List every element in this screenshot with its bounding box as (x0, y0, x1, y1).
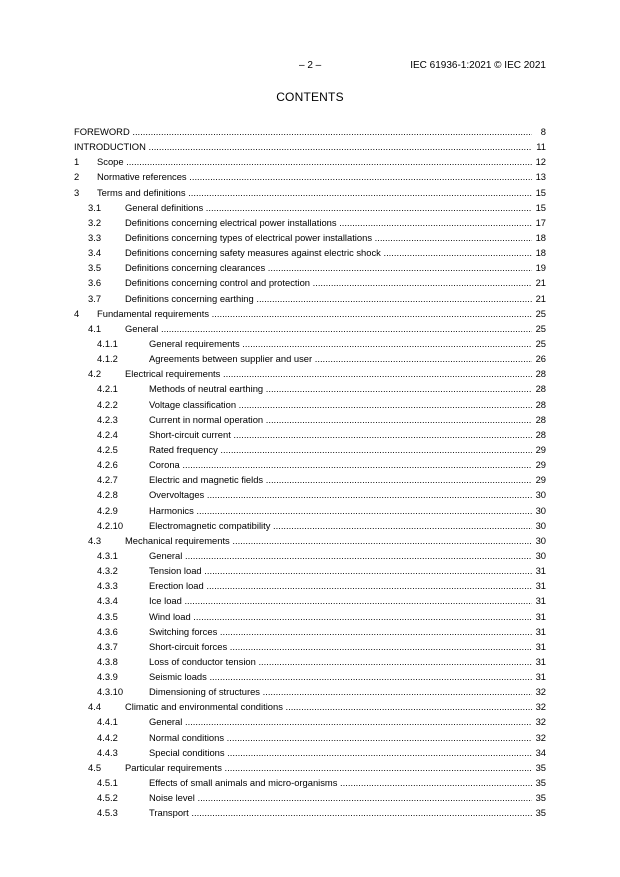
toc-entry-title: Electric and magnetic fields ..... (149, 472, 532, 487)
toc-entry-page: 28 (532, 427, 546, 442)
toc-entry-title: Noise level ..... (149, 790, 532, 805)
toc-entry[interactable] (74, 487, 546, 502)
toc-entry-title: Short-circuit current ..... (149, 427, 532, 442)
toc-entry-title: Wind load ..... (149, 609, 532, 624)
toc-entry-title: Current in normal operation ..... (149, 412, 532, 427)
toc-entry[interactable] (74, 548, 546, 563)
toc-entry-number: 4.3.2 (97, 563, 118, 578)
toc-entry[interactable] (74, 684, 546, 699)
toc-entry-number: 4.3 (88, 533, 101, 548)
toc-entry-page: 15 (532, 200, 546, 215)
toc-entry-number: 4.1.2 (97, 351, 118, 366)
toc-entry-title: Definitions concerning electrical power installations ..... (125, 215, 532, 230)
toc-entry[interactable] (74, 805, 546, 820)
toc-entry-page: 21 (532, 291, 546, 306)
toc-entry[interactable] (74, 230, 546, 245)
toc-entry-number: 3.1 (88, 200, 101, 215)
toc-entry[interactable] (74, 427, 546, 442)
toc-entry[interactable] (74, 457, 546, 472)
toc-entry[interactable] (74, 412, 546, 427)
toc-entry-title: Normative references ..... (97, 169, 532, 184)
toc-entry-page: 29 (532, 457, 546, 472)
toc-entry-page: 31 (532, 578, 546, 593)
toc-entry-number: 4.3.4 (97, 593, 118, 608)
toc-entry-number: 3.2 (88, 215, 101, 230)
page-header (74, 60, 546, 74)
toc-entry-number: 4.2.8 (97, 487, 118, 502)
toc-entry[interactable] (74, 381, 546, 396)
toc-entry-title: Seismic loads ..... (149, 669, 532, 684)
toc-entry-title: Definitions concerning earthing ..... (125, 291, 532, 306)
toc-entry-title: General ..... (149, 714, 532, 729)
toc-entry[interactable] (74, 472, 546, 487)
toc-entry[interactable] (74, 336, 546, 351)
toc-entry-title: FOREWORD ..... (74, 124, 532, 139)
toc-entry-page: 35 (532, 805, 546, 820)
toc-entry-page: 31 (532, 639, 546, 654)
toc-entry-number: 4.4.1 (97, 714, 118, 729)
toc-entry-number: 4.4 (88, 699, 101, 714)
toc-entry-page: 30 (532, 487, 546, 502)
toc-entry-page: 12 (532, 154, 546, 169)
toc-entry-number: 4.2.5 (97, 442, 118, 457)
toc-entry-number: 4.2.7 (97, 472, 118, 487)
toc-entry-page: 31 (532, 669, 546, 684)
toc-entry-title: Definitions concerning safety measures against electric shock ..... (125, 245, 532, 260)
toc-entry[interactable] (74, 790, 546, 805)
toc-entry-title: General definitions ..... (125, 200, 532, 215)
toc-entry-title: Rated frequency ..... (149, 442, 532, 457)
toc-entry-number: 4 (74, 306, 79, 321)
toc-entry[interactable] (74, 124, 546, 139)
toc-entry-title: Corona ..... (149, 457, 532, 472)
toc-entry-page: 11 (532, 139, 546, 154)
toc-entry-number: 4.1 (88, 321, 101, 336)
toc-entry[interactable] (74, 760, 546, 775)
toc-entry-number: 4.3.8 (97, 654, 118, 669)
toc-entry-page: 31 (532, 654, 546, 669)
toc-entry-page: 30 (532, 548, 546, 563)
toc-entry-title: Particular requirements ..... (125, 760, 532, 775)
toc-entry-title: Erection load ..... (149, 578, 532, 593)
toc-entry-number: 4.5.2 (97, 790, 118, 805)
toc-entry-page: 32 (532, 699, 546, 714)
toc-entry-number: 4.2.4 (97, 427, 118, 442)
toc-entry[interactable] (74, 275, 546, 290)
toc-entry[interactable] (74, 533, 546, 548)
toc-entry-page: 35 (532, 760, 546, 775)
toc-entry-title: Tension load ..... (149, 563, 532, 578)
toc-entry[interactable] (74, 563, 546, 578)
toc-entry-number: 4.4.3 (97, 745, 118, 760)
toc-entry-page: 29 (532, 472, 546, 487)
toc-entry-title: Special conditions ..... (149, 745, 532, 760)
toc-entry-title: Voltage classification ..... (149, 397, 532, 412)
toc-entry-page: 25 (532, 321, 546, 336)
toc-entry[interactable] (74, 714, 546, 729)
toc-entry[interactable] (74, 730, 546, 745)
toc-entry-title: Switching forces ..... (149, 624, 532, 639)
toc-entry[interactable] (74, 291, 546, 306)
toc-entry-title: Dimensioning of structures ..... (149, 684, 532, 699)
toc-entry-title: General ..... (125, 321, 532, 336)
toc-entry-page: 30 (532, 503, 546, 518)
toc-entry-number: 3.6 (88, 275, 101, 290)
toc-entry-number: 4.3.7 (97, 639, 118, 654)
toc-entry-page: 35 (532, 790, 546, 805)
toc-entry-page: 30 (532, 518, 546, 533)
toc-entry-title: Methods of neutral earthing ..... (149, 381, 532, 396)
toc-entry[interactable] (74, 321, 546, 336)
toc-entry-page: 28 (532, 366, 546, 381)
toc-entry-title: Short-circuit forces ..... (149, 639, 532, 654)
toc-entry-page: 19 (532, 260, 546, 275)
toc-entry-number: 3 (74, 185, 79, 200)
toc-entry-page: 32 (532, 684, 546, 699)
page-title: CONTENTS (276, 90, 344, 104)
document-id: IEC 61936-1:2021 © IEC 2021 (410, 60, 546, 71)
toc-entry-number: 4.1.1 (97, 336, 118, 351)
toc-entry-number: 4.3.6 (97, 624, 118, 639)
toc-entry[interactable] (74, 624, 546, 639)
toc-entry-title: General ..... (149, 548, 532, 563)
toc-entry-page: 25 (532, 306, 546, 321)
toc-entry-page: 35 (532, 775, 546, 790)
toc-entry-title: General requirements ..... (149, 336, 532, 351)
toc-entry[interactable] (74, 745, 546, 760)
toc-entry-title: Definitions concerning control and protection ..... (125, 275, 532, 290)
toc-entry-number: 4.5 (88, 760, 101, 775)
toc-entry-number: 4.4.2 (97, 730, 118, 745)
toc-entry-title: Loss of conductor tension ..... (149, 654, 532, 669)
toc-entry-title: Scope ..... (97, 154, 532, 169)
toc-entry-title: Fundamental requirements ..... (97, 306, 532, 321)
toc-entry-number: 4.2.10 (97, 518, 123, 533)
toc-entry-page: 25 (532, 336, 546, 351)
toc-entry-title: Terms and definitions ..... (97, 185, 532, 200)
toc-entry[interactable] (74, 609, 546, 624)
toc-entry-number: 3.3 (88, 230, 101, 245)
toc-entry-page: 31 (532, 609, 546, 624)
toc-entry-title: Agreements between supplier and user ..... (149, 351, 532, 366)
toc-entry-number: 4.3.3 (97, 578, 118, 593)
toc-entry[interactable] (74, 245, 546, 260)
toc-entry[interactable] (74, 518, 546, 533)
toc-entry[interactable] (74, 215, 546, 230)
toc-entry-page: 29 (532, 442, 546, 457)
toc-entry-title: Electromagnetic compatibility ..... (149, 518, 532, 533)
toc-entry-number: 2 (74, 169, 79, 184)
toc-entry-number: 4.3.9 (97, 669, 118, 684)
toc-entry-number: 4.3.10 (97, 684, 123, 699)
toc-entry-page: 21 (532, 275, 546, 290)
toc-entry[interactable] (74, 593, 546, 608)
toc-entry[interactable] (74, 397, 546, 412)
toc-entry[interactable] (74, 366, 546, 381)
toc-entry-page: 15 (532, 185, 546, 200)
toc-entry-number: 4.2.6 (97, 457, 118, 472)
toc-entry-page: 18 (532, 230, 546, 245)
toc-entry-number: 4.2.2 (97, 397, 118, 412)
toc-entry[interactable] (74, 200, 546, 215)
toc-entry[interactable] (74, 185, 546, 200)
toc-entry[interactable] (74, 260, 546, 275)
toc-entry-page: 26 (532, 351, 546, 366)
toc-entry-page: 18 (532, 245, 546, 260)
toc-entry-title: Definitions concerning clearances ..... (125, 260, 532, 275)
toc-entry-number: 4.2 (88, 366, 101, 381)
toc-entry-title: Mechanical requirements ..... (125, 533, 532, 548)
toc-entry-page: 28 (532, 412, 546, 427)
table-of-contents (74, 124, 546, 820)
toc-entry[interactable] (74, 669, 546, 684)
toc-entry-number: 3.4 (88, 245, 101, 260)
toc-entry-number: 3.5 (88, 260, 101, 275)
toc-entry-title: INTRODUCTION ..... (74, 139, 532, 154)
toc-entry[interactable] (74, 351, 546, 366)
toc-entry-title: Effects of small animals and micro-organisms ..... (149, 775, 532, 790)
toc-entry-title: Overvoltages ..... (149, 487, 532, 502)
toc-entry-page: 17 (532, 215, 546, 230)
toc-entry-number: 4.2.1 (97, 381, 118, 396)
page-number: – 2 – (299, 60, 322, 71)
toc-entry-title: Definitions concerning types of electrical power installations ..... (125, 230, 532, 245)
toc-entry-title: Harmonics ..... (149, 503, 532, 518)
toc-entry-number: 4.2.9 (97, 503, 118, 518)
toc-entry[interactable] (74, 169, 546, 184)
toc-entry-title: Climatic and environmental conditions ..... (125, 699, 532, 714)
toc-entry-title: Transport ..... (149, 805, 532, 820)
toc-entry-page: 32 (532, 714, 546, 729)
toc-entry-title: Electrical requirements ..... (125, 366, 532, 381)
toc-entry-number: 4.5.3 (97, 805, 118, 820)
toc-entry-title: Ice load ..... (149, 593, 532, 608)
toc-entry-page: 8 (532, 124, 546, 139)
toc-entry-number: 1 (74, 154, 79, 169)
toc-entry-number: 4.2.3 (97, 412, 118, 427)
toc-entry-page: 30 (532, 533, 546, 548)
toc-entry[interactable] (74, 442, 546, 457)
toc-entry-page: 31 (532, 563, 546, 578)
toc-entry[interactable] (74, 654, 546, 669)
toc-entry[interactable] (74, 154, 546, 169)
toc-entry-page: 31 (532, 624, 546, 639)
toc-entry[interactable] (74, 639, 546, 654)
toc-entry[interactable] (74, 139, 546, 154)
toc-entry[interactable] (74, 699, 546, 714)
toc-entry[interactable] (74, 306, 546, 321)
toc-entry-page: 34 (532, 745, 546, 760)
toc-entry-title: Normal conditions ..... (149, 730, 532, 745)
toc-entry-page: 32 (532, 730, 546, 745)
toc-entry-number: 3.7 (88, 291, 101, 306)
toc-entry-page: 31 (532, 593, 546, 608)
toc-entry-number: 4.5.1 (97, 775, 118, 790)
toc-entry-page: 28 (532, 397, 546, 412)
toc-entry-page: 13 (532, 169, 546, 184)
toc-entry-number: 4.3.5 (97, 609, 118, 624)
toc-entry[interactable] (74, 578, 546, 593)
toc-entry[interactable] (74, 775, 546, 790)
toc-entry[interactable] (74, 503, 546, 518)
toc-entry-page: 28 (532, 381, 546, 396)
toc-entry-number: 4.3.1 (97, 548, 118, 563)
